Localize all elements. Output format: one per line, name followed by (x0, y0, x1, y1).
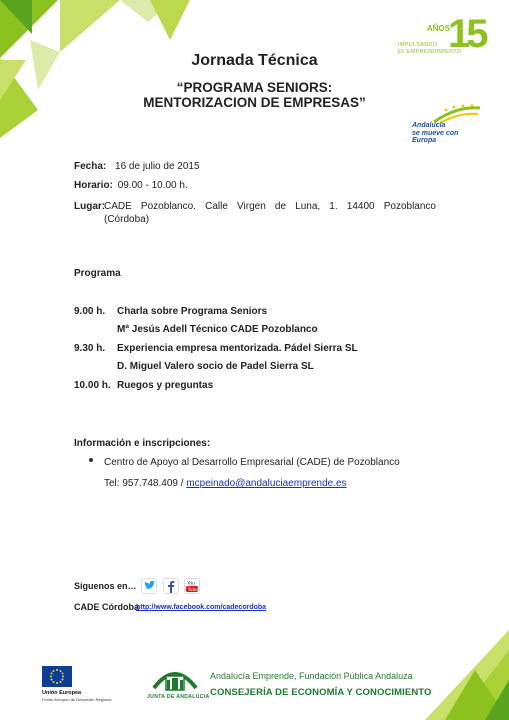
lugar-value-line2: (Córdoba) (104, 214, 150, 225)
horario-label: Horario: (74, 180, 113, 191)
svg-text:You: You (187, 581, 195, 587)
fecha-row (74, 161, 200, 173)
logo-anos-line1: IMPULSANDO (398, 42, 438, 48)
page-title: Jornada Técnica (191, 52, 318, 69)
subtitle-line2: MENTORIZACION DE EMPRESAS” (143, 95, 366, 110)
logo-anos-text: AÑOS (427, 24, 451, 33)
eu-stars-icon (42, 666, 72, 687)
programa-item-1-line1: Charla sobre Programa Seniors (117, 306, 268, 317)
eu-fund-label: Fondo Europeo de Desarrollo Regional (42, 697, 112, 702)
siguenos-label: Síguenos en… (74, 581, 137, 591)
stars-swoosh-icon (432, 104, 482, 124)
lugar-row (74, 200, 436, 225)
twitter-icon[interactable] (141, 578, 157, 594)
junta-label: JUNTA DE ANDALUCIA (147, 694, 210, 700)
horario-row (74, 180, 188, 192)
logo-andalucia-line2: se mueve con Europa (412, 130, 459, 144)
programa-item-3-line1: Ruegos y preguntas (117, 380, 214, 391)
eu-label: Unión Europea (42, 690, 82, 696)
programa-item-2-line1: Experiencia empresa mentorizada. Pádel Sierra SL (117, 343, 358, 354)
programa-item-3-time: 10.00 h. (74, 380, 111, 391)
eu-flag (42, 666, 72, 687)
email-link[interactable]: mcpeinado@andaluciaemprende.es (186, 478, 347, 489)
logo-anos-line2: EL EMPRENDIMIENTO (398, 49, 462, 55)
decorative-triangles-bottom-right (415, 630, 509, 720)
logo-anos-number: 15 (448, 12, 485, 56)
horario-value: 09.00 - 10.00 h. (117, 180, 188, 191)
junta-andalucia-logo-icon (150, 662, 200, 694)
info-heading: Información e inscripciones: (74, 438, 211, 449)
logo-andalucia-line1: Andalucía (412, 122, 446, 129)
info-contact (104, 478, 347, 489)
decorative-triangles-top-left (0, 0, 200, 140)
programa-heading: Programa (74, 268, 121, 279)
info-center: Centro de Apoyo al Desarrollo Empresarial (CADE) de Pozoblanco (104, 457, 400, 468)
svg-text:Tube: Tube (187, 587, 199, 593)
org-line2: CONSEJERÍA DE ECONOMÍA Y CONOCIMIENTO (210, 687, 432, 698)
youtube-icon[interactable] (184, 578, 200, 594)
programa-item-2-line2: D. Miguel Valero socio de Padel Sierra SL (117, 361, 314, 372)
facebook-url-link[interactable]: http://www.facebook.com/cadecordoba (136, 604, 267, 611)
programa-item-1-time: 9.00 h. (74, 306, 106, 317)
cade-cordoba-label: CADE Córdoba (74, 602, 139, 612)
subtitle-line1: “PROGRAMA SENIORS: (176, 80, 333, 95)
programa-item-1-line2: Mª Jesús Adell Técnico CADE Pozoblanco (117, 324, 318, 335)
facebook-icon[interactable] (163, 578, 179, 594)
org-line1: Andalucía Emprende, Fundación Pública Andaluza (210, 671, 413, 681)
fecha-value: 16 de julio de 2015 (115, 161, 200, 172)
logo-andalucia-europa (412, 104, 482, 142)
programa-item-2-time: 9.30 h. (74, 343, 106, 354)
fecha-label: Fecha: (74, 161, 107, 172)
info-tel: Tel: 957.748.409 / (104, 478, 187, 489)
lugar-value-line1: CADE Pozoblanco. Calle Virgen de Luna, 1. 14400 Pozoblanco (104, 201, 436, 212)
lugar-label: Lugar: (74, 201, 106, 212)
bullet-icon (89, 458, 93, 462)
